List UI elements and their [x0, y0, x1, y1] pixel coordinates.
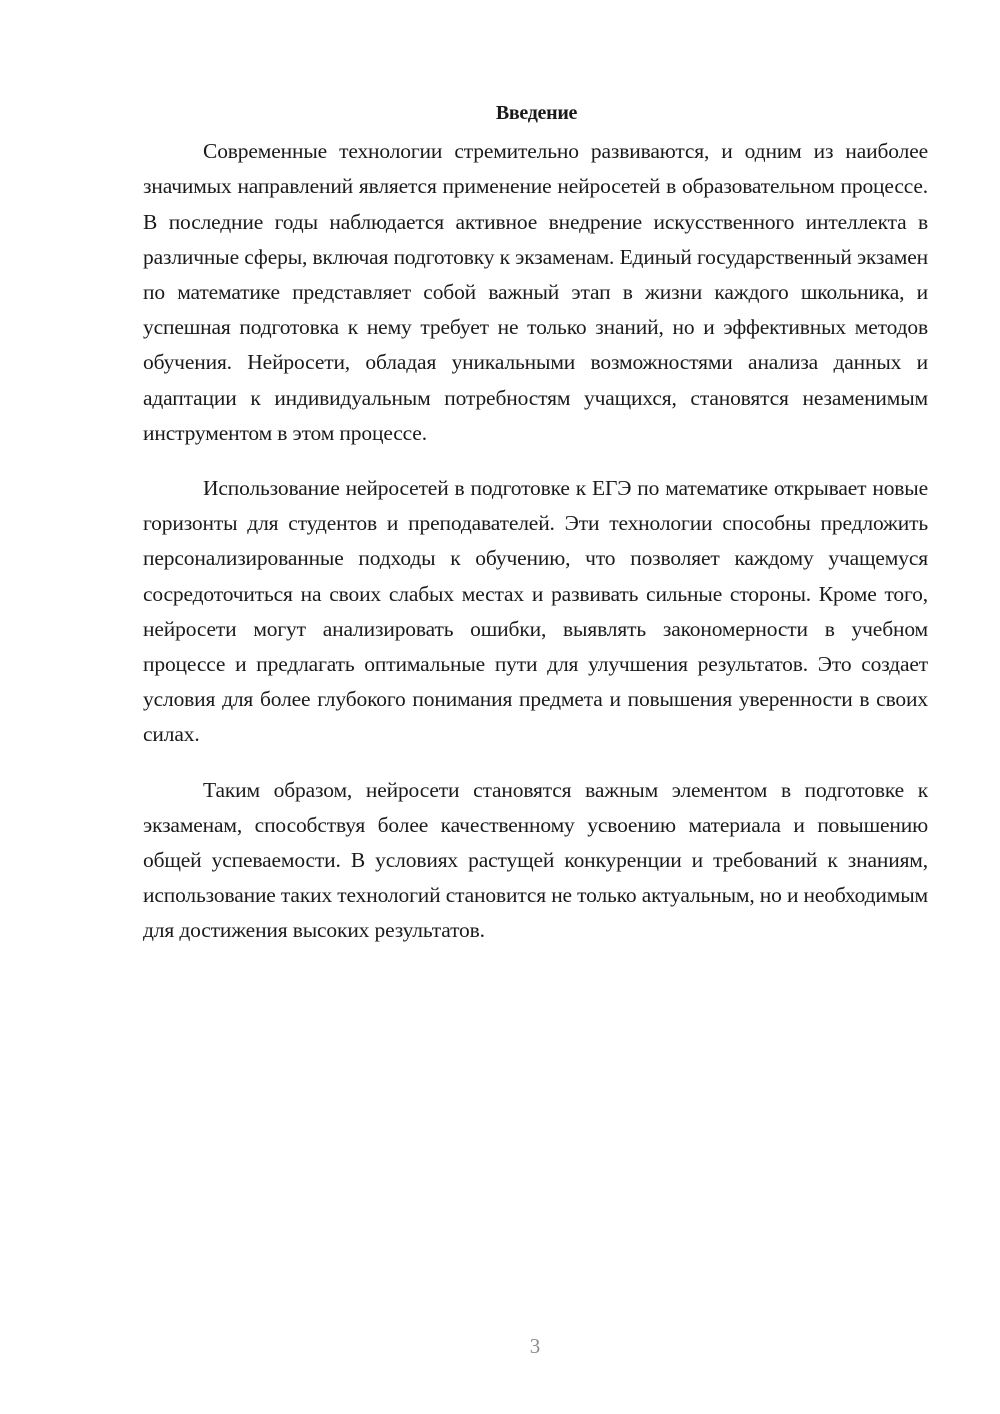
page-content [143, 96, 928, 969]
section-heading: Введение [495, 102, 578, 124]
paragraph-3: Таким образом, нейросети становятся важным элементом в подготовке к экзаменам, способствуя более качественному усвоению материала и повышению общей успеваемости. В условиях растущей конкуренции и требований к знаниям, использование таких технологий становится не только актуальным, но и необходимым для достижения высоких результатов. [143, 777, 928, 943]
page-number: 3 [529, 1334, 541, 1358]
paragraph-1: Современные технологии стремительно развиваются, и одним из наиболее значимых направлений является применение нейросетей в образовательном процессе. В последние годы наблюдается активное внедрение искусственного интеллекта в различные сферы, включая подготовку к экзаменам. Единый государственный экзамен по математике представляет собой важный этап в жизни каждого школьника, и успешная подготовка к нему требует не только знаний, но и эффективных методов обучения. Нейросети, обладая уникальными возможностями анализа данных и адаптации к индивидуальным потребностям учащихся, становятся незаменимым инструментом в этом процессе. [143, 139, 928, 445]
paragraph-2: Использование нейросетей в подготовке к ЕГЭ по математике открывает новые горизонты для студентов и преподавателей. Эти технологии способны предложить персонализированные подходы к обучению, что позволяет каждому учащемуся сосредоточиться на своих слабых местах и развивать сильные стороны. Кроме того, нейросети могут анализировать ошибки, выявлять закономерности в учебном процессе и предлагать оптимальные пути для улучшения результатов. Это создает условия для более глубокого понимания предмета и повышения уверенности в своих силах. [143, 476, 928, 747]
